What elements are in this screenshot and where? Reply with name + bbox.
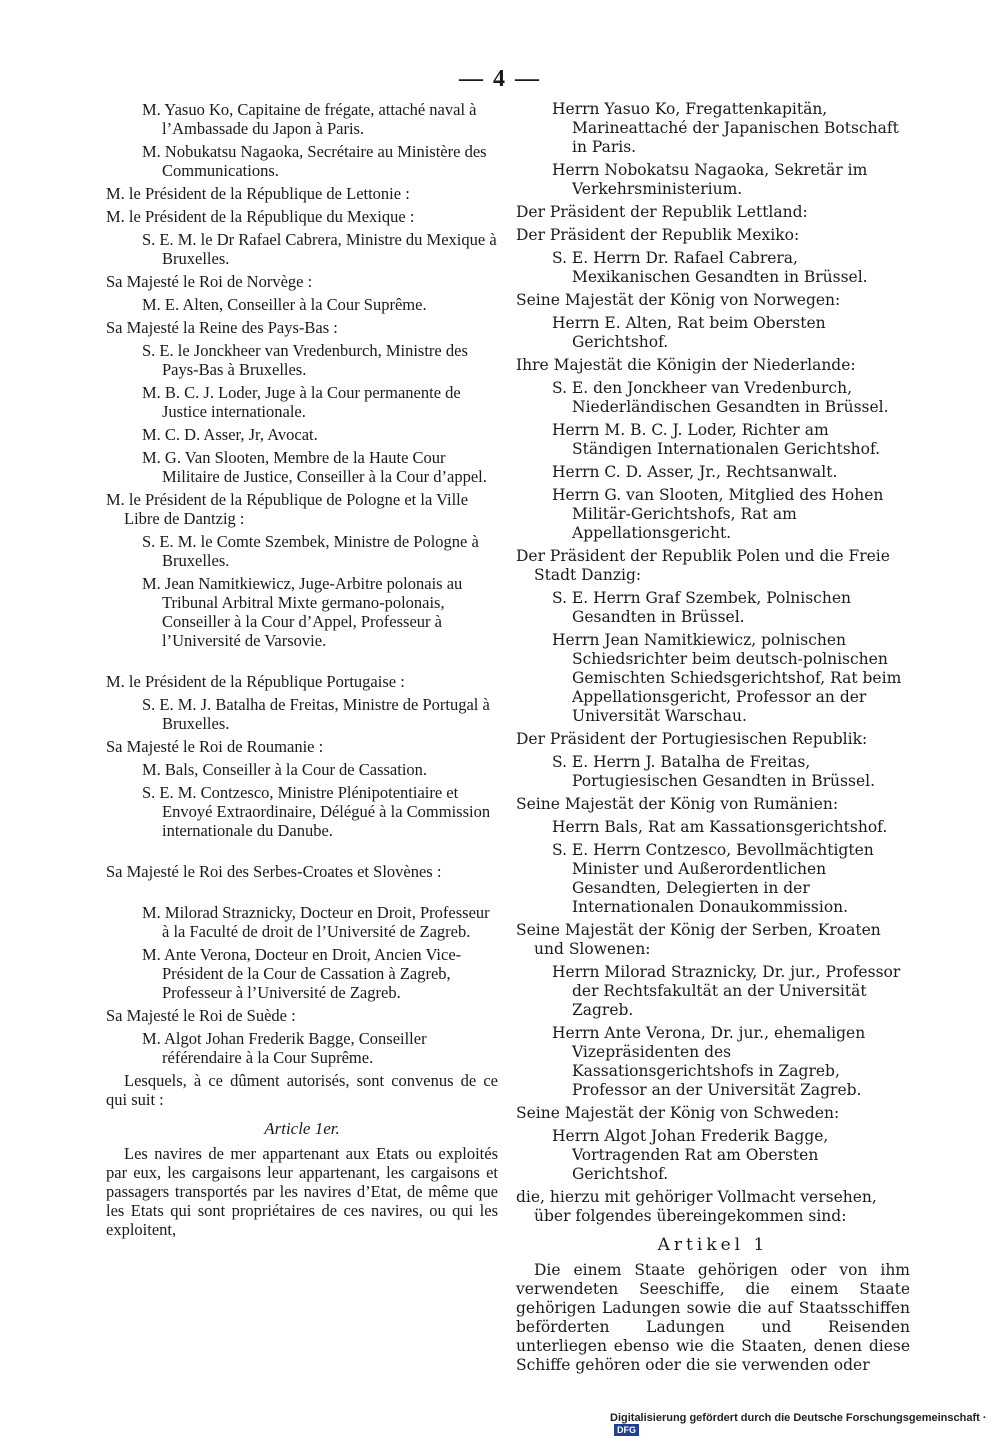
delegate-entry: S. E. Herrn Graf Szembek, Polnischen Gesandten in Brüssel. xyxy=(552,589,852,626)
sovereign-heading: die, hierzu mit gehöriger Vollmacht versehen, über folgendes übereingekommen sind: xyxy=(516,1188,877,1225)
paragraph: Les navires de mer appartenant aux Etats ou exploités par eux, les cargaisons leur appartenant, les cargaisons et passagers transportés par les navires d’Etat, de même que les Etats qui sont propriétaires de ces navires, ou qui les exploitent, xyxy=(106,1144,498,1239)
article-title: Article 1er. xyxy=(264,1119,340,1138)
delegate-entry: S. E. M. J. Batalha de Freitas, Ministre de Portugal à Bruxelles. xyxy=(142,695,490,733)
credit-text: Digitalisierung gefördert durch die Deutsche Forschungsgemeinschaft xyxy=(610,1412,980,1424)
sovereign-heading: Seine Majestät der König der Serben, Kroaten und Slowenen: xyxy=(516,921,881,958)
delegate-entry: Herrn C. D. Asser, Jr., Rechtsanwalt. xyxy=(552,463,838,481)
sovereign-heading: M. le Président de la République de Pologne et la Ville Libre de Dantzig : xyxy=(106,490,469,528)
delegate-entry: S. E. M. le Dr Rafael Cabrera, Ministre du Mexique à Bruxelles. xyxy=(142,230,497,268)
french-column xyxy=(106,100,498,1243)
digitization-credit: Digitalisierung gefördert durch die Deutsche Forschungsgemeinschaft · DFG xyxy=(610,1412,987,1435)
delegate-entry: M. E. Alten, Conseiller à la Cour Suprême. xyxy=(142,295,427,314)
delegate-entry: M. Jean Namitkiewicz, Juge-Arbitre polonais au Tribunal Arbitral Mixte germano-polonais, Conseiller à la Cour d’Appel, Professeur à l’Université de Varsovie. xyxy=(142,574,463,650)
sovereign-heading: Der Präsident der Republik Mexiko: xyxy=(516,226,800,244)
delegate-entry: S. E. Herrn Contzesco, Bevollmächtigten Minister und Außerordentlichen Gesandten, Delegierten in der Internationalen Donaukommission. xyxy=(552,841,874,916)
sovereign-heading: Seine Majestät der König von Rumänien: xyxy=(516,795,839,813)
delegate-entry: M. Nobukatsu Nagaoka, Secrétaire au Ministère des Communications. xyxy=(142,142,487,180)
sovereign-heading: Der Präsident der Republik Polen und die Freie Stadt Danzig: xyxy=(516,547,890,584)
article-title: Artikel 1 xyxy=(657,1235,769,1255)
sovereign-heading: Seine Majestät der König von Schweden: xyxy=(516,1104,840,1122)
sovereign-heading: Sa Majesté le Roi de Suède : xyxy=(106,1006,296,1025)
delegate-entry: M. G. Van Slooten, Membre de la Haute Cour Militaire de Justice, Conseiller à la Cour d’appel. xyxy=(142,448,487,486)
sovereign-heading: Sa Majesté le Roi de Norvège : xyxy=(106,272,313,291)
delegate-entry: Herrn Nobokatsu Nagaoka, Sekretär im Verkehrsministerium. xyxy=(552,161,868,198)
delegate-entry: S. E. M. Contzesco, Ministre Plénipotentiaire et Envoyé Extraordinaire, Délégué à la Commission internationale du Danube. xyxy=(142,783,491,840)
delegate-entry: M. C. D. Asser, Jr, Avocat. xyxy=(142,425,318,444)
spacer xyxy=(106,654,498,672)
sovereign-heading: Der Präsident der Portugiesischen Republik: xyxy=(516,730,868,748)
sovereign-heading: Seine Majestät der König von Norwegen: xyxy=(516,291,841,309)
delegate-entry: S. E. Herrn Dr. Rafael Cabrera, Mexikanischen Gesandten in Brüssel. xyxy=(552,249,868,286)
paragraph: Die einem Staate gehörigen oder von ihm verwendeten Seeschiffe, die einem Staate gehörigen Ladungen sowie die auf Staatsschiffen beförderten Ladungen und Reisenden unterliegen ebenso wie die Staaten, denen diese Schiffe gehören oder die sie verwenden oder xyxy=(516,1261,910,1374)
delegate-entry: S. E. le Jonckheer van Vredenburch, Ministre des Pays-Bas à Bruxelles. xyxy=(142,341,468,379)
delegate-entry: M. Algot Johan Frederik Bagge, Conseiller référendaire à la Cour Suprême. xyxy=(142,1029,427,1067)
delegate-entry: S. E. den Jonckheer van Vredenburch, Niederländischen Gesandten in Brüssel. xyxy=(552,379,889,416)
delegate-entry: Herrn Algot Johan Frederik Bagge, Vortragenden Rat am Obersten Gerichtshof. xyxy=(552,1127,829,1183)
sovereign-heading: M. le Président de la République du Mexique : xyxy=(106,207,415,226)
delegate-entry: M. B. C. J. Loder, Juge à la Cour permanente de Justice internationale. xyxy=(142,383,461,421)
delegate-entry: S. E. Herrn J. Batalha de Freitas, Portugiesischen Gesandten in Brüssel. xyxy=(552,753,875,790)
paragraph: Lesquels, à ce dûment autorisés, sont convenus de ce qui suit : xyxy=(106,1071,498,1109)
page-number: — 4 — xyxy=(459,66,541,92)
delegate-entry: S. E. M. le Comte Szembek, Ministre de Pologne à Bruxelles. xyxy=(142,532,479,570)
delegate-entry: Herrn Jean Namitkiewicz, polnischen Schiedsrichter beim deutsch-polnischen Gemischten Schiedsgerichtshof, Rat beim Appellationsgericht, Professor an der Universität Warschau. xyxy=(552,631,902,725)
delegate-entry: Herrn G. van Slooten, Mitglied des Hohen Militär-Gerichtshofs, Rat am Appellationsgericht. xyxy=(552,486,884,542)
delegate-entry: Herrn Yasuo Ko, Fregattenkapitän, Marineattaché der Japanischen Botschaft in Paris. xyxy=(552,100,899,156)
german-column xyxy=(516,100,910,1379)
delegate-entry: Herrn E. Alten, Rat beim Obersten Gerichtshof. xyxy=(552,314,826,351)
delegate-entry: M. Ante Verona, Docteur en Droit, Ancien Vice-Président de la Cour de Cassation à Zagreb, Professeur à l’Université de Zagreb. xyxy=(142,945,462,1002)
delegate-entry: Herrn M. B. C. J. Loder, Richter am Ständigen Internationalen Gerichtshof. xyxy=(552,421,881,458)
dfg-logo: DFG xyxy=(614,1424,639,1436)
sovereign-heading: M. le Président de la République Portugaise : xyxy=(106,672,405,691)
delegate-entry: M. Yasuo Ko, Capitaine de frégate, attaché naval à l’Ambassade du Japon à Paris. xyxy=(142,100,477,138)
delegate-entry: M. Milorad Straznicky, Docteur en Droit, Professeur à la Faculté de droit de l’Université de Zagreb. xyxy=(142,903,490,941)
spacer xyxy=(106,844,498,862)
sovereign-heading: Sa Majesté la Reine des Pays-Bas : xyxy=(106,318,338,337)
sovereign-heading: Sa Majesté le Roi de Roumanie : xyxy=(106,737,324,756)
spacer xyxy=(106,885,498,903)
delegate-entry: M. Bals, Conseiller à la Cour de Cassation. xyxy=(142,760,428,779)
delegate-entry: Herrn Ante Verona, Dr. jur., ehemaligen Vizepräsidenten des Kassationsgerichtshofs in Zagreb, Professor an der Universität Zagreb. xyxy=(552,1024,866,1099)
sovereign-heading: Ihre Majestät die Königin der Niederlande: xyxy=(516,356,856,374)
sovereign-heading: M. le Président de la République de Lettonie : xyxy=(106,184,410,203)
delegate-entry: Herrn Bals, Rat am Kassationsgerichtshof. xyxy=(552,818,888,836)
delegate-entry: Herrn Milorad Straznicky, Dr. jur., Professor der Rechtsfakultät an der Universität Zagreb. xyxy=(552,963,901,1019)
sovereign-heading: Sa Majesté le Roi des Serbes-Croates et Slovènes : xyxy=(106,862,442,881)
sovereign-heading: Der Präsident der Republik Lettland: xyxy=(516,203,808,221)
